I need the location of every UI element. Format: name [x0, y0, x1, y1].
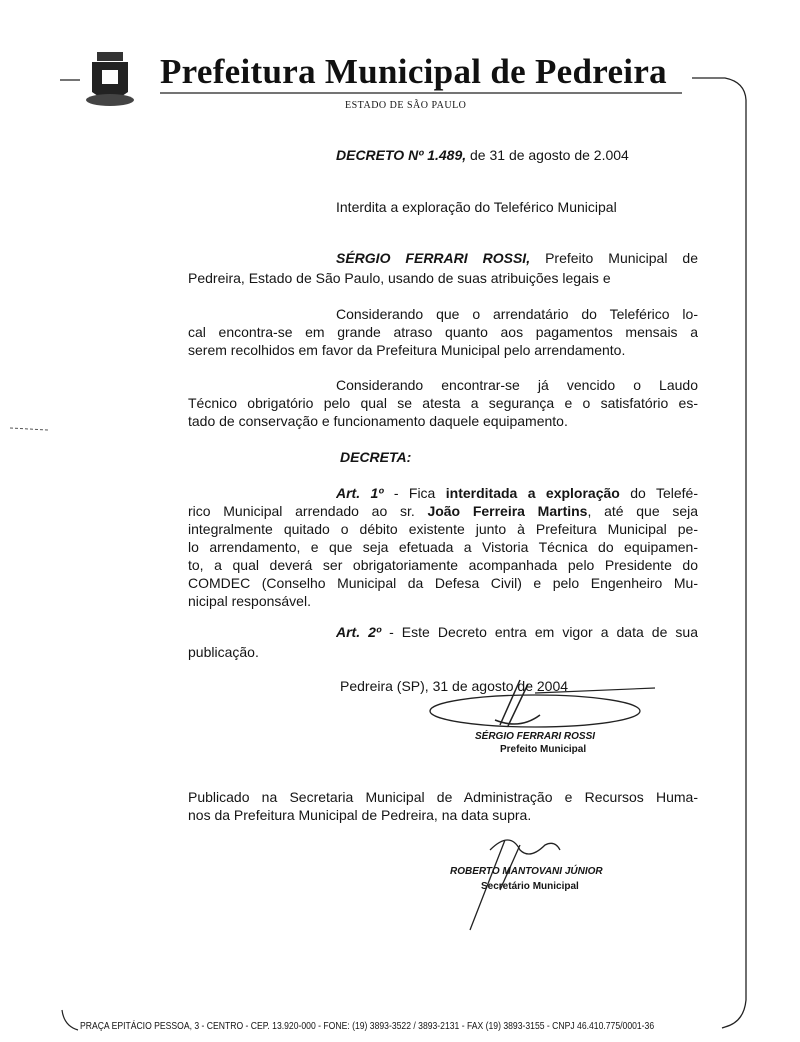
decree-heading: DECRETO Nº 1.489, de 31 de agosto de 2.004 [336, 147, 629, 163]
article-1: integralmente quitado o débito existente junto à Prefeitura Municipal pe- [188, 521, 698, 537]
article-1: lo arrendamento, e que seja efetuada a Vistoria Técnica do equipamen- [188, 539, 698, 555]
article-1: Art. 1º - Fica interditada a exploração do Telefé- [336, 485, 698, 501]
secretary-role: Secretário Municipal [481, 881, 579, 892]
consideration-2: Técnico obrigatório pelo qual se atesta a segurança e o satisfatório es- [188, 395, 698, 411]
subtitle: ESTADO DE SÃO PAULO [345, 100, 467, 111]
article-2: publicação. [188, 644, 259, 660]
signer-name: SÉRGIO FERRARI ROSSI [475, 731, 596, 742]
decree-summary: Interdita a exploração do Teleférico Municipal [336, 199, 617, 215]
page-title: Prefeitura Municipal de Pedreira [160, 52, 667, 91]
preamble-line-2: Pedreira, Estado de São Paulo, usando de suas atribuições legais e [188, 270, 611, 286]
publication-note: Publicado na Secretaria Municipal de Administração e Recursos Huma- [188, 789, 698, 805]
article-1: to, a qual deverá ser obrigatoriamente acompanhada pelo Presidente do [188, 557, 698, 573]
place-date: Pedreira (SP), 31 de agosto de 2004 [340, 678, 569, 694]
crest-logo [86, 52, 134, 106]
footer-address: PRAÇA EPITÁCIO PESSOA, 3 - CENTRO - CEP. 13.920-000 - FONE: (19) 3893-3522 / 3893-2131 - FAX (19) 3893-3155 - CNPJ 46.410.775/0001-36 [80, 1020, 655, 1032]
consideration-1: cal encontra-se em grande atraso quanto aos pagamentos mensais a [188, 324, 698, 340]
article-1: COMDEC (Conselho Municipal da Defesa Civil) e pelo Engenheiro Mu- [188, 575, 698, 591]
consideration-1: Considerando que o arrendatário do Teleférico lo- [336, 306, 698, 322]
consideration-2: Considerando encontrar-se já vencido o Laudo [336, 377, 698, 393]
article-1: nicipal responsável. [188, 593, 311, 609]
secretary-name: ROBERTO MANTOVANI JÚNIOR [450, 866, 603, 877]
consideration-2: tado de conservação e funcionamento daquele equipamento. [188, 413, 568, 429]
article-1: rico Municipal arrendado ao sr. João Ferreira Martins, até que seja [188, 503, 698, 519]
preamble: SÉRGIO FERRARI ROSSI, Prefeito Municipal de [336, 250, 698, 266]
publication-note: nos da Prefeitura Municipal de Pedreira, na data supra. [188, 807, 532, 823]
article-2: Art. 2º - Este Decreto entra em vigor a data de sua [336, 624, 698, 640]
consideration-1: serem recolhidos em favor da Prefeitura Municipal pelo arrendamento. [188, 342, 626, 358]
signer-role: Prefeito Municipal [500, 744, 587, 755]
decreta-heading: DECRETA: [340, 449, 412, 465]
